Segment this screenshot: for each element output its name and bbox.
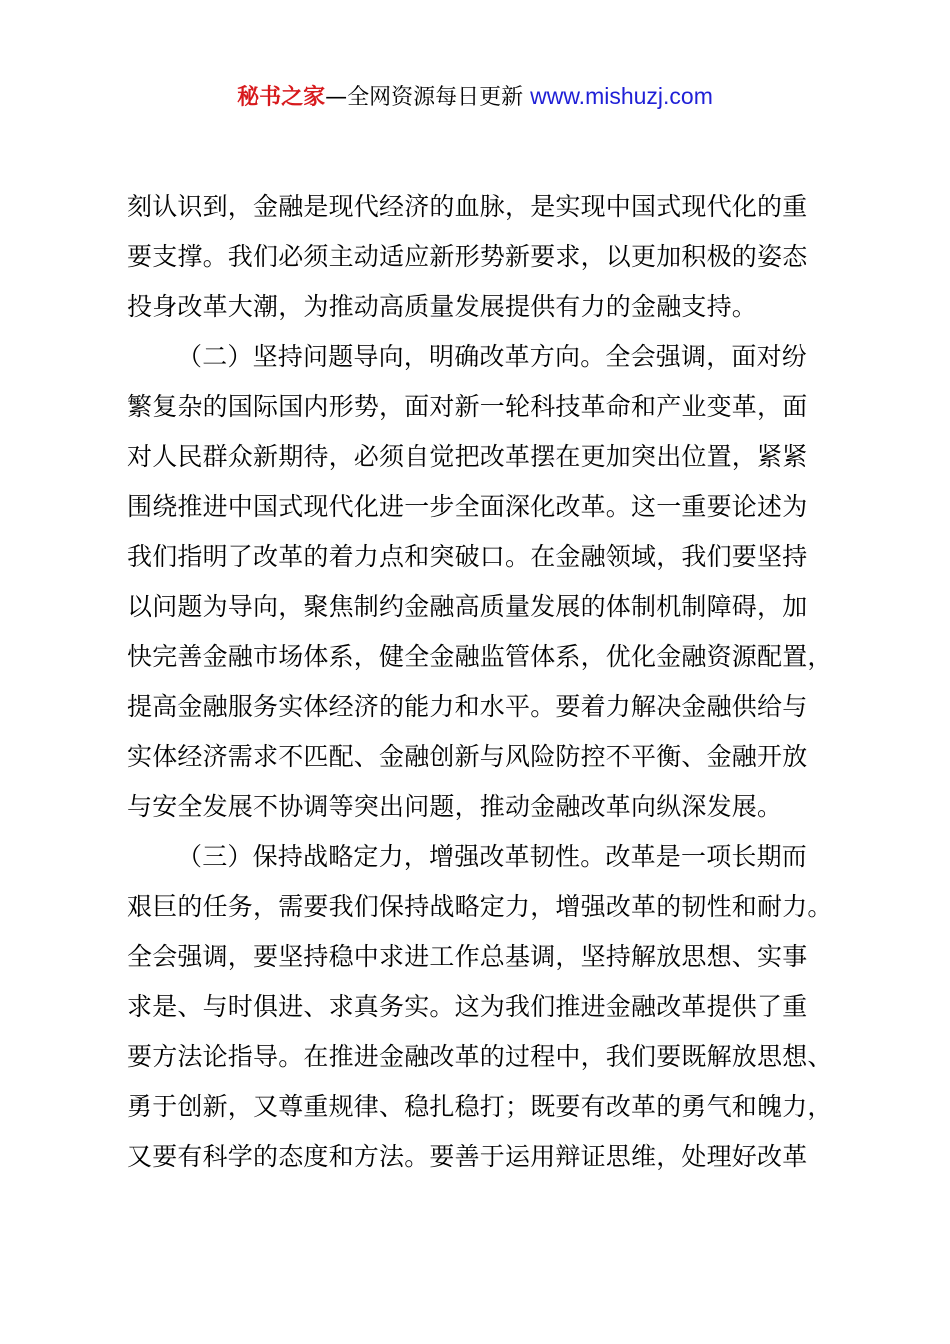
text-line: 我们指明了改革的着力点和突破口。在金融领域，我们要坚持 (127, 542, 808, 571)
site-url-link[interactable]: www.mishuzj.com (530, 83, 713, 109)
text-line: 对人民群众新期待，必须自觉把改革摆在更加突出位置，紧紧 (127, 442, 808, 471)
text-line: 快完善金融市场体系，健全金融监管体系，优化金融资源配置， (127, 642, 833, 671)
text-line: 又要有科学的态度和方法。要善于运用辩证思维，处理好改革 (127, 1142, 808, 1171)
text-line: 提高金融服务实体经济的能力和水平。要着力解决金融供给与 (127, 692, 808, 721)
text-line: 繁复杂的国际国内形势，面对新一轮科技革命和产业变革，面 (127, 392, 808, 421)
text-line: 要方法论指导。在推进金融改革的过程中，我们要既解放思想、 (127, 1042, 833, 1071)
text-line: 实体经济需求不匹配、金融创新与风险防控不平衡、金融开放 (127, 742, 808, 771)
section-heading-line: （二）坚持问题导向，明确改革方向。全会强调，面对纷 (177, 342, 808, 371)
text-line: 与安全发展不协调等突出问题，推动金融改革向纵深发展。 (127, 792, 783, 821)
brand-name: 秘书之家 (237, 85, 326, 110)
text-line: 要支撑。我们必须主动适应新形势新要求，以更加积极的姿态 (127, 242, 808, 271)
section-heading-line: （三）保持战略定力，增强改革韧性。改革是一项长期而 (177, 842, 808, 871)
text-line: 围绕推进中国式现代化进一步全面深化改革。这一重要论述为 (127, 492, 808, 521)
header-tagline: 全网资源每日更新 (347, 85, 524, 110)
document-body (127, 182, 837, 1182)
text-line: 刻认识到，金融是现代经济的血脉，是实现中国式现代化的重 (127, 192, 808, 221)
site-header (0, 80, 950, 114)
text-line: 求是、与时俱进、求真务实。这为我们推进金融改革提供了重 (127, 992, 808, 1021)
text-line: 艰巨的任务，需要我们保持战略定力，增强改革的韧性和耐力。 (127, 892, 833, 921)
text-line: 勇于创新，又尊重规律、稳扎稳打；既要有改革的勇气和魄力， (127, 1092, 833, 1121)
text-line: 以问题为导向，聚焦制约金融高质量发展的体制机制障碍，加 (127, 592, 808, 621)
text-line: 全会强调，要坚持稳中求进工作总基调，坚持解放思想、实事 (127, 942, 808, 971)
header-separator: — (325, 85, 348, 110)
text-line: 投身改革大潮，为推动高质量发展提供有力的金融支持。 (127, 292, 758, 321)
